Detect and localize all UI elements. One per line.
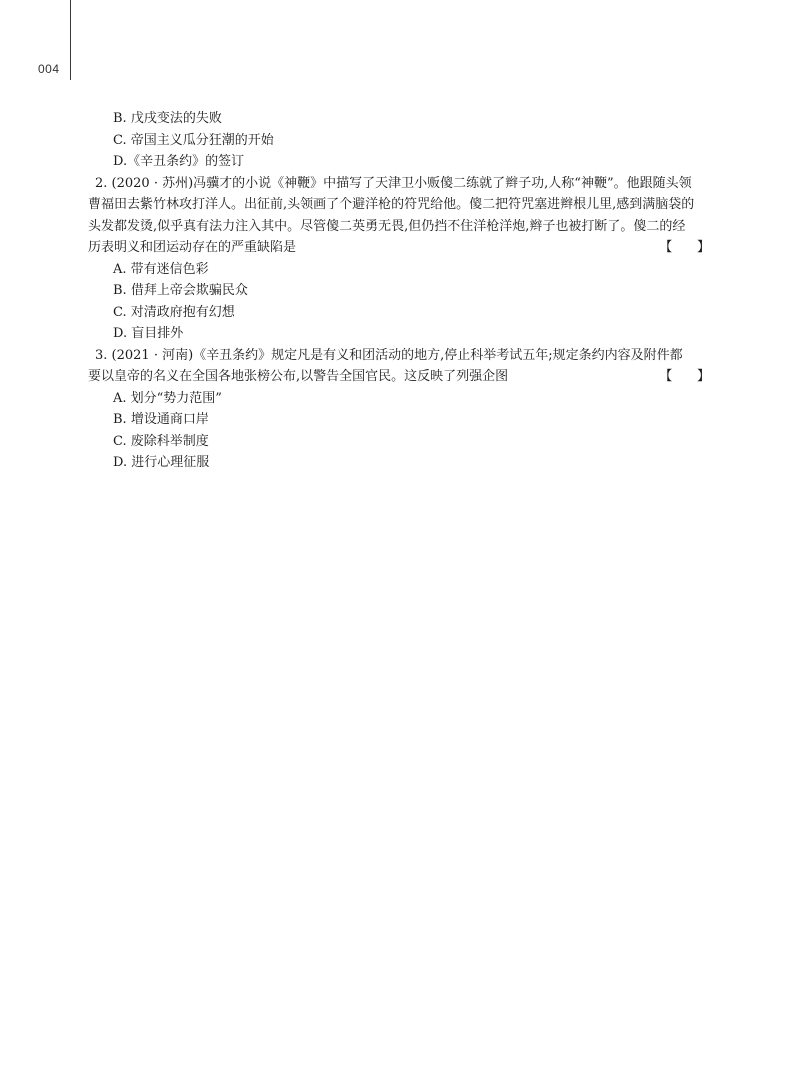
q3-answer-bracket: 【 】: [659, 369, 710, 384]
q2-option-c: C. 对清政府抱有幻想: [113, 304, 235, 320]
q2-option-b: B. 借拜上帝会欺骗民众: [113, 283, 248, 298]
q3-option-a: A. 划分“势力范围”: [113, 390, 222, 406]
q2-option-d: D. 盲目排外: [113, 326, 184, 341]
q3-option-b: B. 增设通商口岸: [113, 412, 209, 427]
q3-stem-last-line: [88, 366, 718, 388]
page-number: 004: [38, 62, 60, 76]
q1-option-d: D.《辛丑条约》的签订: [113, 154, 245, 169]
q3-option-d: D. 进行心理征服: [113, 455, 210, 470]
q2-stem-line-1: 2. (2020 · 苏州)冯骥才的小说《神鞭》中描写了天津卫小贩傻二练就了辫子功,人称“神鞭”。他跟随头领: [95, 175, 692, 191]
page-content: [88, 108, 718, 474]
q1-option-c: C. 帝国主义瓜分狂潮的开始: [113, 132, 274, 148]
q3-stem-line-1: 3. (2021 · 河南)《辛丑条约》规定凡是有义和团活动的地方,停止科举考试五年;规定条约内容及附件都: [95, 347, 683, 363]
q2-stem-last-line: [88, 237, 718, 259]
q2-stem-line-2: 曹福田去紫竹林攻打洋人。出征前,头领画了个避洋枪的符咒给他。傻二把符咒塞进辫根儿里,感到满脑袋的: [88, 197, 695, 212]
q2-answer-bracket: 【 】: [659, 240, 710, 255]
margin-rule: [70, 0, 71, 80]
q2-stem-line-4: 历表明义和团运动存在的严重缺陷是: [88, 240, 297, 255]
q1-option-b: B. 戊戌变法的失败: [113, 111, 222, 126]
q2-stem-line-3: 头发都发烫,似乎真有法力注入其中。尽管傻二英勇无畏,但仍挡不住洋枪洋炮,辫子也被打断了。傻二的经: [88, 218, 686, 234]
q2-option-a: A. 带有迷信色彩: [113, 261, 209, 277]
q3-option-c: C. 废除科举制度: [113, 433, 209, 449]
q3-stem-line-2: 要以皇帝的名义在全国各地张榜公布,以警告全国官民。这反映了列强企图: [88, 369, 509, 384]
